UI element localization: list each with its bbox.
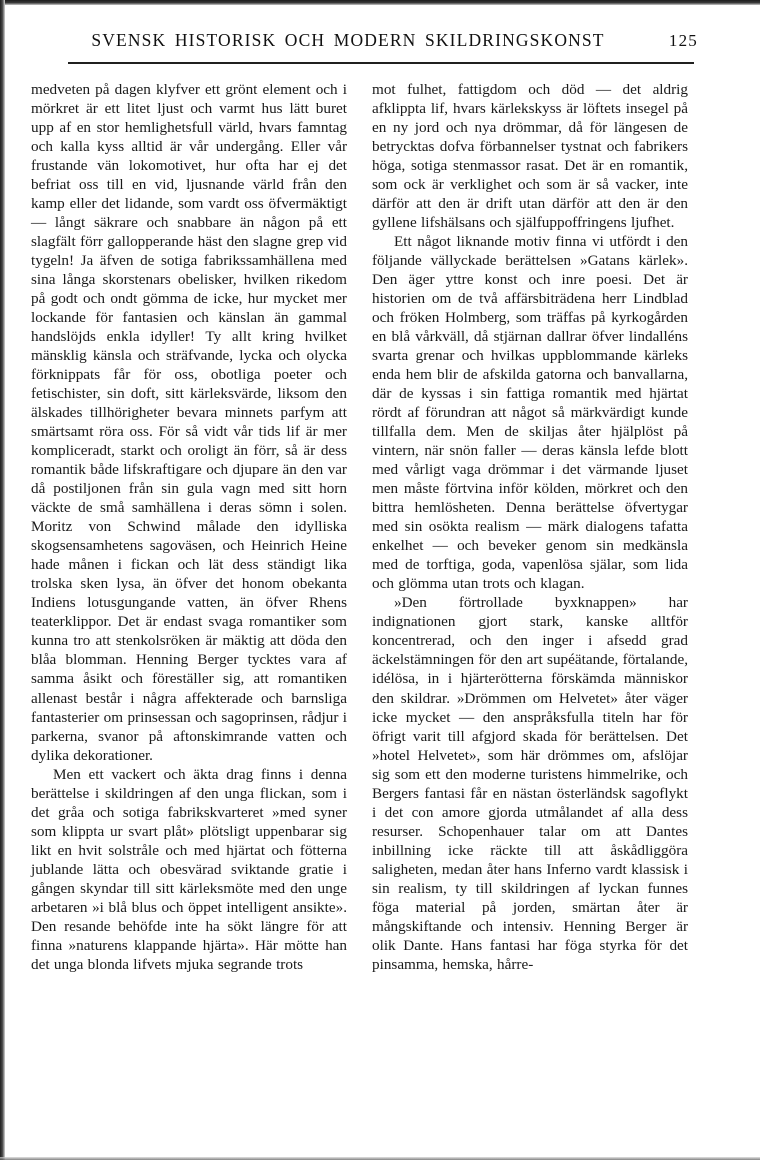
paragraph: mot fulhet, fattigdom och död — det aldrig afklippta lif, hvars kärlekskyss är löftets insegel på en ny jord och nya drömmar, då för längesen de betrycktas dofva förbannelser tystnat och fabrikers höga, sotiga stenmassor rasat. Det är en romantik, som ock är verklighet och som är så vacker, inte därför att den är drift utan därför att den är den gyllene lifshälsans och själfuppoffringens ljufhet. xyxy=(372,81,688,232)
page-number: 125 xyxy=(668,31,698,50)
column-right xyxy=(372,80,688,974)
paragraph: Men ett vackert och äkta drag finns i denna berättelse i skildringen af den unga flickan, som i det gråa och sotiga fabrikskvarteret »med syner som klippta ur svart plåt» plötsligt uppenbarar sig likt en hvit solstråle och med hjärtat och fötterna jublande lätta och obesvärad sviktande gratie i gången skyndar till sitt kärleksmöte med den unge arbetaren »i blå blus och öppet intelligent ansikte». Den resande behöfde inte ha sökt längre för att finna »naturens klappande hjärta». Här mötte han det unga blonda lifvets mjuka segrande trots xyxy=(31,765,347,973)
header-rule xyxy=(68,62,694,64)
paragraph: medveten på dagen klyfver ett grönt element och i mörkret är ett litet ljust och varmt hus lätt buret upp af en stor hemlighetsfull värld, hvars famntag och kalla kyss alltid är vår undergång. Eller vår frustande vän lokomotivet, hur ofta har ej det befriat oss till en vid, ljusnande värld från den kamp eller det lidande, som vardt oss öfvermäktigt — långt säkrare och snabbare än någon på ett slagfält förr gallopperande häst den slagne grep vid tygeln! Ja äfven de sotiga fabrikssamhällena med sina långa skorstenars obelisker, hvilken rikedom på godt och ondt gömma de icke, hur mycket mer lockande för fantasien och känslan än gammal handslöjds enkla idyller! Ty allt kring hvilket mänsklig känsla och sträfvande, lycka och olycka förknippats får för oss, obotliga poeter och fetischister, sin doft, sitt kärleksvärde, liksom den älskades tillhörigheter bevara minnets parfym att smärtsamt röra oss. För så vidt vår tids lif är mer kompliceradt, starkt och oroligt än förr, så är dess romantik både lifskraftigare och djupare än den var då postiljonen från sin gula vagn med sitt horn väckte de små samhällena i deras sömn i solen. Moritz von Schwind målade den idylliska skogsensamhetens sagoväsen, och Heinrich Heine hade månen i fickan och lät dess ständigt lika trolska sken lysa, än öfver det honom obekanta Indiens lotusgungande vatten, än öfver Rhens teaterklippor. Det är endast svaga romantiker som kunna tro att stenkolsröken är mäktig att döda den blåa blomman. Henning Berger tycktes vara af samma åsikt och föreställer sig, att romantiken allenast består i några affekterade och barnsliga fantasterier om prinsessan och sagoprinsen, rådjur i parkerna, svanor på aftonskimrande vatten och dylika dekorationer. xyxy=(31,81,347,764)
running-head-title: SVENSK HISTORISK OCH MODERN SKILDRINGSKONST xyxy=(91,30,605,50)
paragraph: Ett något liknande motiv finna vi utfördt i den följande vällyckade berättelsen »Gatans kärlek». Den äger yttre konst och inre poesi. Det är historien om de två affärsbiträdena herr Lindblad och fröken Holmberg, som träffas på kyrkogården en blå vårkväll, då stjärnan dallrar öfver lindalléns svarta grenar och hvilkas uppblommande kärleks enda hem blir de afskilda gatorna och banvallarna, där de kyssas i sin fattiga romantik med hjärtat rördt af förundran att något så märkvärdigt kunde tillfalla dem. Men de skiljas åter hjälplöst på vintern, när snön faller — deras känsla lefde blott med vårligt vaga drömmar i det värmande ljuset men måste förtvina inför kölden, mörkret och den bittra hemlösheten. Denna berättelse öfvertygar med sin osökta realism — märk dialogens tafatta enkelhet — och beveker genom sin medkänsla med de torftiga, goda, vapenlösa själar, som lida och glömma utan trots och klagan. xyxy=(372,233,688,593)
running-head xyxy=(68,30,698,58)
column-left xyxy=(31,80,347,974)
paragraph: »Den förtrollade byxknappen» har indignationen gjort stark, kanske alltför koncentrerad, och den inger i afsedd grad äckelstämningen för den art supéätande, förtalande, idélösa, in i hjärterötterna förskämda människor den skildrar. »Drömmen om Helvetet» åter väger icke mycket — den anspråksfulla titeln har för öfrigt varit till afgjord skada för berättelsen. Det »hotel Helvetet», som här drömmes om, afslöjar sig som ett den moderne turistens himmelrike, och Bergers fantasi får en nästan österländsk sagoflykt i det con amore gjorda utmålandet af alla dess resurser. Schopenhauer talar om att Dantes inbillning icke räckte till att åskådliggöra saligheten, medan åter hans Inferno vardt klassisk i sin realism, ty till skildringen af lyckan funnes föga material på jorden, smärtan åter är mångskiftande och intensiv. Henning Berger är olik Dante. Hans fantasi har föga styrka för det pinsamma, hemska, hårre- xyxy=(372,594,688,973)
